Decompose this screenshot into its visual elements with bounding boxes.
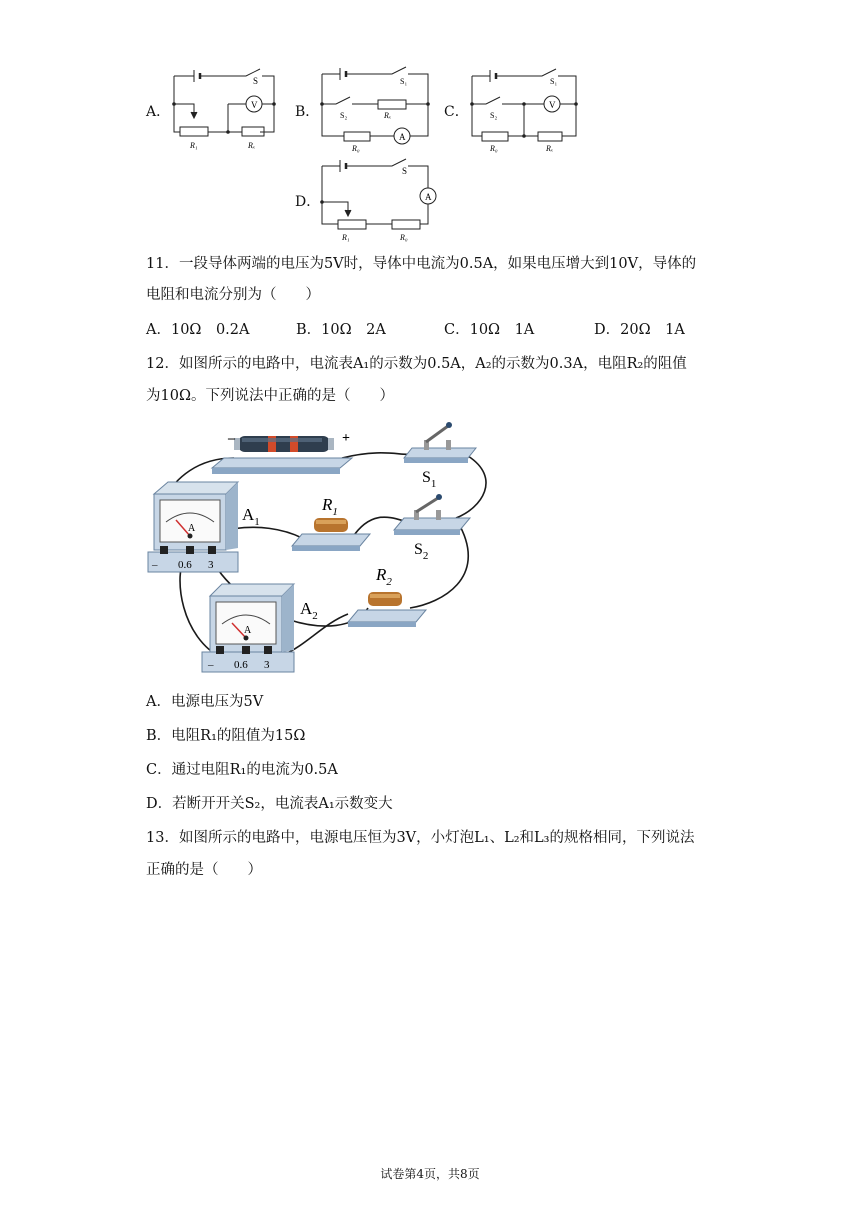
switch-s2-icon bbox=[394, 494, 470, 535]
ammeter-label: A bbox=[425, 192, 432, 202]
q11-option-a: A．10Ω 0.2A bbox=[146, 322, 250, 338]
q11-option-d: D．20Ω 1A bbox=[594, 322, 685, 338]
circuit-b-diagram bbox=[316, 66, 432, 156]
voltmeter-label: V bbox=[251, 100, 258, 110]
switch-label: S₁ bbox=[400, 77, 408, 86]
ammeter-a2-label: $A_2$ bbox=[300, 599, 318, 622]
option-b-label: B． bbox=[295, 104, 320, 120]
resistor-label: Rₓ bbox=[248, 141, 256, 150]
voltmeter-label: V bbox=[549, 100, 556, 110]
q12-option-b: B．电阻R₁的阻值为15Ω bbox=[146, 728, 306, 744]
circuit-c-diagram bbox=[464, 66, 584, 156]
resistor-label: Rₓ bbox=[384, 111, 392, 120]
resistor-r2-icon bbox=[348, 592, 426, 627]
switch-s2-label: $S_2$ bbox=[414, 541, 429, 562]
ammeter-a1-label: $A_1$ bbox=[242, 505, 260, 528]
q12-option-a: A．电源电压为5V bbox=[146, 694, 264, 710]
switch-label: S bbox=[402, 166, 408, 176]
page-footer: 试卷第4页，共8页 bbox=[380, 1167, 480, 1181]
question-11-line-1: 11．一段导体两端的电压为5V时，导体中电流为0.5A，如果电压增大到10V，导体的 bbox=[146, 256, 697, 272]
switch-label: S₁ bbox=[550, 77, 558, 86]
resistor-r1-icon bbox=[292, 518, 370, 551]
resistor-label: R₀ bbox=[490, 144, 498, 153]
resistor-label: R₁ bbox=[190, 141, 198, 150]
meter-face-label: A bbox=[188, 523, 196, 534]
terminal-3-label: 3 bbox=[208, 559, 214, 571]
battery-minus-label: – bbox=[228, 431, 235, 446]
terminal-06-label: 0.6 bbox=[234, 659, 248, 671]
switch-label: S₂ bbox=[340, 111, 348, 120]
terminal-06-label: 0.6 bbox=[178, 559, 192, 571]
q11-option-c: C．10Ω 1A bbox=[444, 322, 535, 338]
question-11-line-2: 电阻和电流分别为（ ） bbox=[146, 287, 320, 303]
terminal-minus-label: – bbox=[152, 559, 158, 571]
switch-label: S₂ bbox=[490, 111, 498, 120]
circuit-a-diagram bbox=[168, 66, 280, 152]
option-c-label: C． bbox=[444, 104, 469, 120]
switch-s1-label: $S_1$ bbox=[422, 469, 437, 490]
resistor-label: R₀ bbox=[352, 144, 360, 153]
q12-option-d: D．若断开开关S₂，电流表A₁示数变大 bbox=[146, 796, 393, 812]
resistor-label: R₀ bbox=[400, 233, 408, 242]
battery-plus-label: + bbox=[342, 431, 350, 446]
option-a-label: A． bbox=[146, 104, 171, 120]
question-12-line-2: 为10Ω。下列说法中正确的是（ ） bbox=[146, 388, 394, 404]
resistor-r2-label: $R_2$ bbox=[376, 565, 392, 588]
resistor-label: Rₓ bbox=[546, 144, 554, 153]
ammeter-label: A bbox=[399, 132, 406, 142]
meter-face-label: A bbox=[244, 625, 252, 636]
resistor-r1-label: $R_1$ bbox=[322, 495, 338, 518]
terminal-3-label: 3 bbox=[264, 659, 270, 671]
resistor-label: R₁ bbox=[342, 233, 350, 242]
switch-label: S bbox=[253, 76, 259, 86]
question-13-line-2: 正确的是（ ） bbox=[146, 862, 262, 878]
circuit-d-diagram bbox=[316, 158, 444, 244]
q12-circuit-figure bbox=[142, 418, 492, 676]
terminal-minus-label: – bbox=[208, 659, 214, 671]
q11-option-b: B．10Ω 2A bbox=[296, 322, 386, 338]
option-d-label: D． bbox=[295, 194, 321, 210]
question-13-line-1: 13．如图所示的电路中，电源电压恒为3V，小灯泡L₁、L₂和L₃的规格相同，下列说法 bbox=[146, 830, 695, 846]
question-12-line-1: 12．如图所示的电路中，电流表A₁的示数为0.5A，A₂的示数为0.3A，电阻R₂的阻值 bbox=[146, 356, 687, 372]
q12-option-c: C．通过电阻R₁的电流为0.5A bbox=[146, 762, 338, 778]
switch-s1-icon bbox=[404, 422, 476, 463]
